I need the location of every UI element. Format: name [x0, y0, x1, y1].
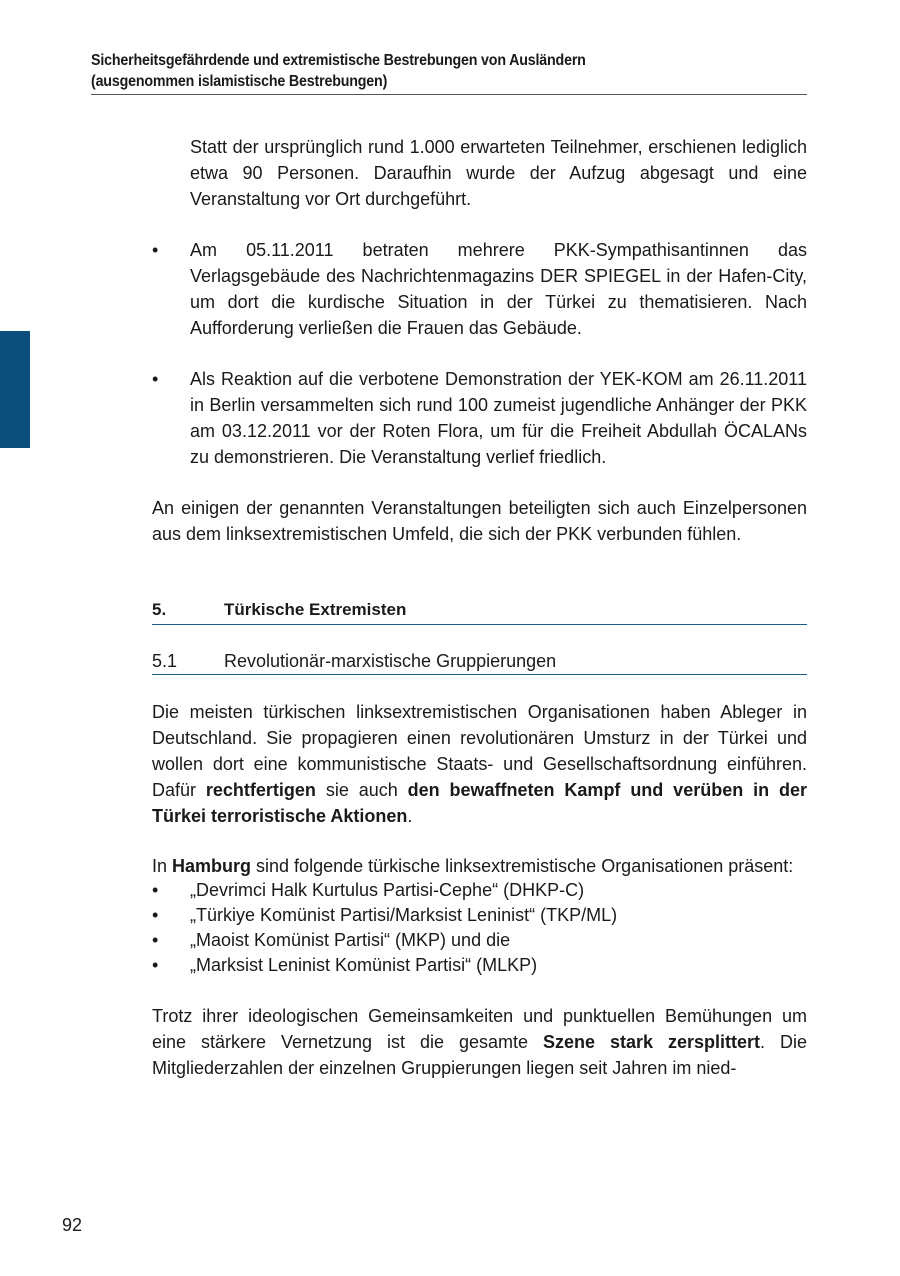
- section-title: Türkische Extremisten: [224, 600, 407, 619]
- bullet-item: [152, 366, 807, 470]
- bullet-text: Als Reaktion auf die verbotene Demonstration der YEK-KOM am 26.11.2011 in Berlin versammelten sich rund 100 zumeist jugendliche Anhänger der PKK am 03.12.2011 vor der Roten Flora, um für die Freiheit Abdullah ÖCALANs zu demonstrieren. Die Veranstaltung verlief friedlich.: [190, 369, 807, 467]
- subsection-title: Revolutionär-marxistische Gruppierungen: [224, 651, 557, 671]
- page-body: [152, 134, 807, 1081]
- bullet-item: [152, 237, 807, 341]
- bullet-icon: •: [152, 930, 159, 950]
- paragraph-scene: Trotz ihrer ideologischen Gemeinsamkeiten und punktuellen Bemühungen um eine stärkere Vernetzung ist die gesamte Szene stark zersplittert. Die Mitgliederzahlen der einzelnen Gruppierungen liegen seit Jahren im nied-: [152, 1006, 807, 1078]
- list-item: • „Marksist Leninist Komünist Partisi“ (MLKP): [152, 953, 807, 978]
- paragraph-organisations-intro: Die meisten türkischen linksextremistischen Organisationen haben Ableger in Deutschland. Sie propagieren einen revolutionären Umsturz in der Türkei und wollen dort eine kommunistische Staats- und Gesellschaftsordnung einführen. Dafür rechtfertigen sie auch den bewaffneten Kampf und verüben in der Türkei terroristische Aktionen.: [152, 702, 807, 826]
- intro-paragraph: Statt der ursprünglich rund 1.000 erwarteten Teilnehmer, erschienen lediglich etwa 90 Personen. Daraufhin wurde der Aufzug abgesagt und eine Veranstaltung vor Ort durchgeführt.: [190, 137, 807, 209]
- bullet-text: Am 05.11.2011 betraten mehrere PKK-Sympathisantinnen das Verlagsgebäude des Nachrichtenmagazins DER SPIEGEL in der Hafen-City, um dort die kurdische Situation in der Türkei zu thematisieren. Nach Aufforderung verließen die Frauen das Gebäude.: [190, 240, 807, 338]
- list-item: • „Devrimci Halk Kurtulus Partisi-Cephe“ (DHKP-C): [152, 878, 807, 903]
- bullet-icon: •: [152, 955, 159, 975]
- bullet-icon: •: [152, 369, 159, 389]
- bullet-icon: •: [152, 240, 159, 260]
- organisation-list: [152, 878, 807, 978]
- list-item: • „Maoist Komünist Partisi“ (MKP) und die: [152, 928, 807, 953]
- section-heading-5: [152, 598, 807, 625]
- running-header: [91, 50, 807, 95]
- bullet-icon: •: [152, 880, 159, 900]
- subsection-number: 5.1: [152, 651, 178, 671]
- closing-paragraph: An einigen der genannten Veranstaltungen beteiligten sich auch Einzelpersonen aus dem linksextremistischen Umfeld, die sich der PKK verbunden fühlen.: [152, 498, 807, 544]
- running-header-line-2: (ausgenommen islamistische Bestrebungen): [91, 73, 388, 90]
- page-number: 92: [62, 1215, 83, 1235]
- running-header-line-1: Sicherheitsgefährdende und extremistische Bestrebungen von Ausländern: [91, 52, 586, 69]
- subsection-heading-5-1: [152, 649, 807, 675]
- chapter-side-tab: [0, 331, 30, 448]
- bullet-icon: •: [152, 905, 159, 925]
- paragraph-hamburg: In Hamburg sind folgende türkische linksextremistische Organisationen präsent:: [152, 856, 794, 876]
- list-item: • „Türkiye Komünist Partisi/Marksist Leninist“ (TKP/ML): [152, 903, 807, 928]
- section-number: 5.: [152, 600, 167, 619]
